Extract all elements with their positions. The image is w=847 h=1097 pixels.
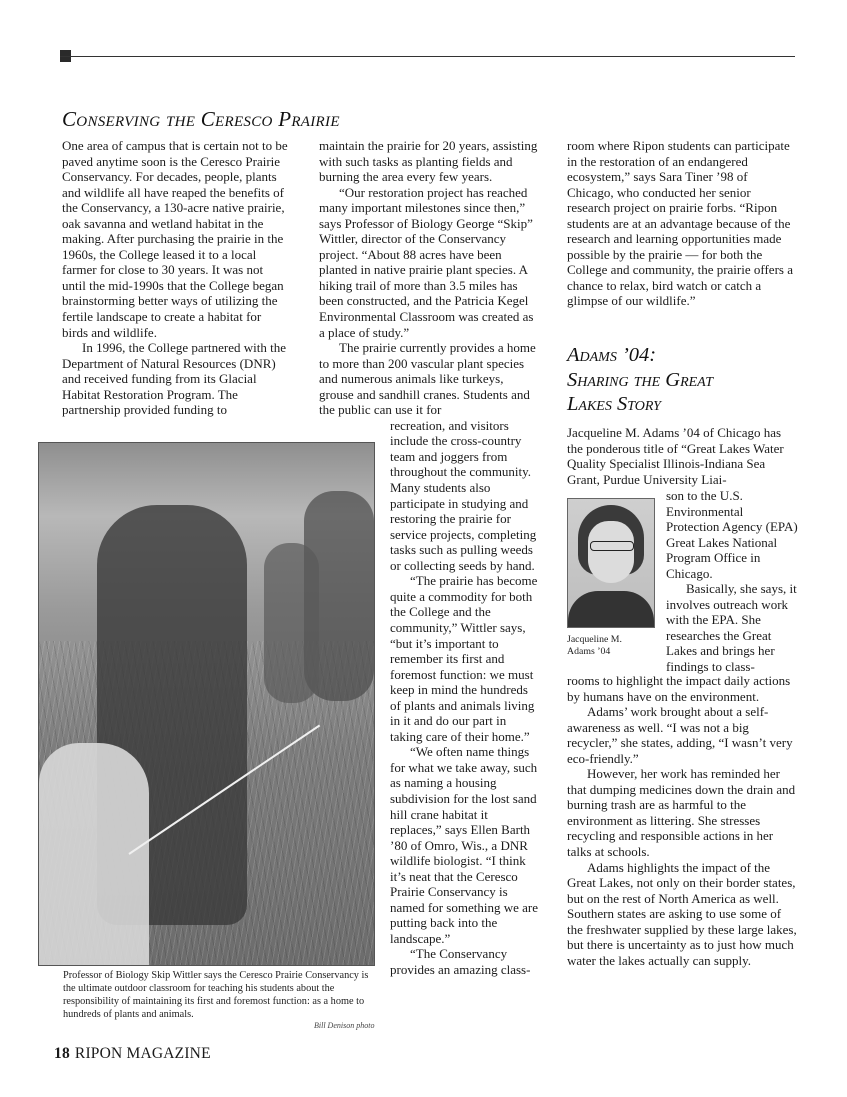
photo-credit: Bill Denison photo (314, 1021, 375, 1030)
photo-caption: Professor of Biology Skip Wittler says the Ceresco Prairie Conservancy is the ultimate outdoor classroom for teaching his students about the responsibility of maintaining its first and foremost function: as a home to hundreds of plants and animals. (63, 970, 369, 1020)
paragraph: However, her work has reminded her that dumping medicines down the drain and burning trash are as harmful to the environment as littering. She stresses recycling and responsible actions in her talks at schools. (567, 766, 796, 860)
paragraph: In 1996, the College partnered with the Department of Natural Resources (DNR) and received funding from its Glacial Habitat Restoration Program. The partnership provided funding to (62, 340, 286, 418)
article-column-2 (319, 138, 541, 978)
page-footer (54, 1045, 211, 1063)
portrait-photo (567, 498, 655, 628)
column-2-wide (319, 138, 541, 418)
portrait-glasses (590, 541, 634, 551)
sidebar-body (567, 673, 799, 968)
portrait-caption: Jacqueline M. Adams ’04 (567, 634, 622, 657)
paragraph: One area of campus that is certain not to be paved anytime soon is the Ceresco Prairie Conservancy. For decades, people, plants and wildlife all have reaped the benefits of the Conservancy, a 130-acre native prairie, oak savanna and wetland habitat in the making. After purchasing the prairie in the 1960s, the College leased it to a local farmer for close to 30 years. It was not until the mid-1990s that the College began brainstorming better ways of utilizing the fertile landscape to create a habitat for birds and wildlife. (62, 138, 288, 340)
paragraph: rooms to highlight the impact daily actions by humans have on the environment. (567, 673, 791, 704)
paragraph: room where Ripon students can participate in the restoration of an endangered ecosystem,” says Sara Tiner ’98 of Chicago, who conducted her senior research project on prairie forbs. “Ripon students are at an advantage because of the research and learning opportunities made possible by the prairie — for both the College and community, the prairie offers a chance to relax, bird watch or catch a glimpse of our wildlife.” (567, 138, 793, 309)
paragraph: Jacqueline M. Adams ’04 of Chicago has the ponderous title of “Great Lakes Water Quality Specialist Illinois-Indiana Sea Grant, Purdue University Liai- (567, 425, 784, 487)
column-2-narrow (390, 418, 541, 978)
paragraph: recreation, and visitors include the cross-country team and joggers from throughout the community. Many students also participate in studying and restoring the prairie for service projects, completing tasks such as pulling weeds or collecting seeds by hand. (390, 417, 537, 573)
article-title: Conserving the Ceresco Prairie (62, 107, 340, 131)
portrait-shoulders (568, 591, 654, 628)
page-number: 18 (54, 1045, 70, 1062)
paragraph: “Our restoration project has reached many important milestones since then,” says Professor of Biology George “Skip” Wittler, director of the Conservancy project. “About 88 acres have been planted in native prairie plant species. A hiking trail of more than 3.5 miles has been constructed, and the Patricia Kegel Environmental Classroom was created as a place of study.” (319, 184, 534, 340)
portrait-face (588, 521, 634, 583)
photo-figure (264, 543, 319, 703)
header-rule (60, 56, 795, 57)
sidebar-article-title (567, 343, 797, 417)
title-line: Lakes Story (567, 393, 661, 415)
paragraph: son to the U.S. Environmental Protection Agency (EPA) Great Lakes National Program Office in Chicago. (666, 488, 798, 581)
paragraph: “The prairie has become quite a commodity for both the College and the community,” Wittler says, “but it’s important to remember its first and foremost function: we must keep in mind the hundreds of plants and animals living in it and do our part in taking care of their home.” (390, 573, 538, 744)
paragraph: Adams highlights the impact of the Great Lakes, not only on their border states, but on the rest of North America as well. Southern states are asking to use some of the freshwater supplied by these large lakes, but there is uncertainty as to just how much water the lakes actually can supply. (567, 859, 797, 968)
sidebar-intro (567, 425, 799, 487)
photo-figure (39, 743, 149, 965)
paragraph: “The Conservancy provides an amazing class- (390, 946, 531, 977)
paragraph: “We often name things for what we take away, such as naming a housing subdivision for the lost sand hill crane habitat it replaces,” says Ellen Barth ’80 of Omro, Wis., a DNR wildlife biologist. “I think it’s neat that the Ceresco Prairie Conservancy is named for something we are putting back into the landscape.” (390, 744, 539, 946)
article-column-3 (567, 138, 797, 309)
publication-name: RIPON MAGAZINE (74, 1045, 211, 1062)
paragraph: The prairie currently provides a home to more than 200 vascular plant species and numerous animals like turkeys, grouse and sandhill cranes. Students and the public can use it for (319, 340, 536, 418)
paragraph: Adams’ work brought about a self-awareness as well. “I was not a big recycler,” she states, adding, “I wasn’t very eco-friendly.” (567, 704, 793, 766)
sidebar-wrap-text (666, 488, 799, 675)
paragraph: Basically, she says, it involves outreach work with the EPA. She researches the Great Lakes and brings her findings to class- (666, 581, 797, 675)
paragraph: maintain the prairie for 20 years, assisting with such tasks as planting fields and burning the area every few years. (319, 138, 538, 185)
title-line: Sharing the Great (567, 368, 713, 391)
title-line: Adams ’04: (567, 344, 657, 366)
article-column-1 (62, 138, 288, 418)
